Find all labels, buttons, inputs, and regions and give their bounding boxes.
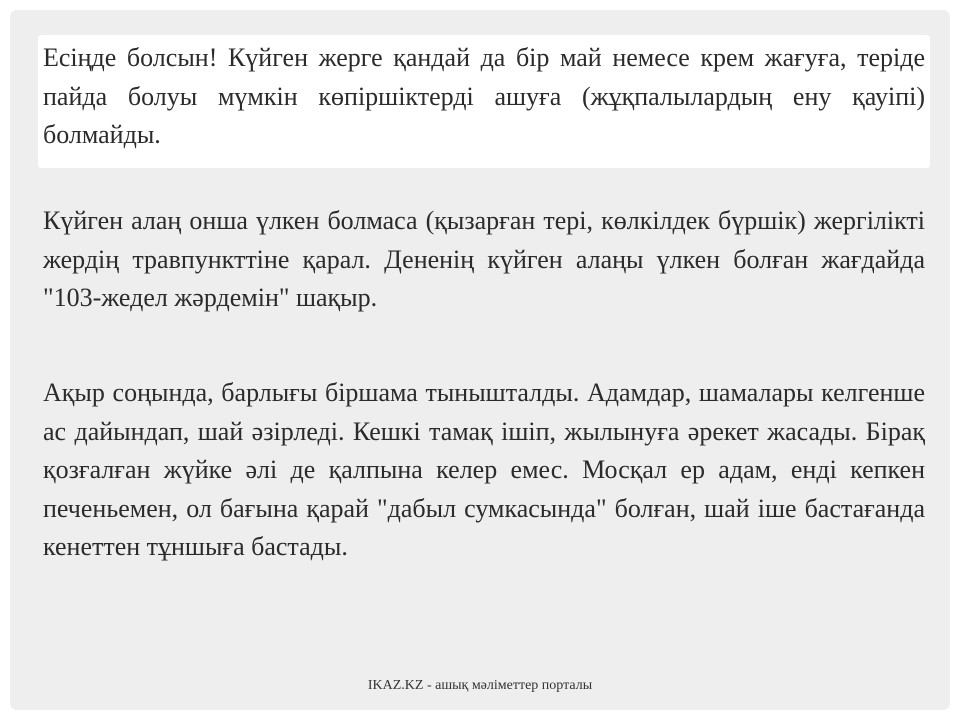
footer-text: IKAZ.KZ - ашық мәліметтер порталы xyxy=(367,678,593,693)
first-aid-paragraph: Күйген алаң онша үлкен болмаса (қызарған тері, көлкілдек бүршік) жергілікті жердің травпункттіне қарал. Дененің күйген алаңы үлкен болған жағдайда "103-жедел жәрдемін" шақыр. xyxy=(43,206,925,313)
slide xyxy=(10,10,950,710)
warning-paragraph: Есіңде болсын! Күйген жерге қандай да бір май немесе крем жағуға, теріде пайда болуы мүмкін көпіршіктерді ашуға (жұқпалылардың ену қауіпі) болмайды. xyxy=(43,43,925,150)
story-paragraph: Ақыр соңында, барлығы біршама тынышталды. Адамдар, шамалары келгенше ас дайындап, шай әзірледі. Кешкі тамақ ішіп, жылынуға әрекет жасады. Бірақ қозғалған жүйке әлі де қалпына келер емес. Мосқал ер адам, енді кепкен печеньемен, ол бағына қарай "дабыл сумкасында" болған, шай іше бастағанда кенеттен тұншыға бастады. xyxy=(43,378,925,562)
